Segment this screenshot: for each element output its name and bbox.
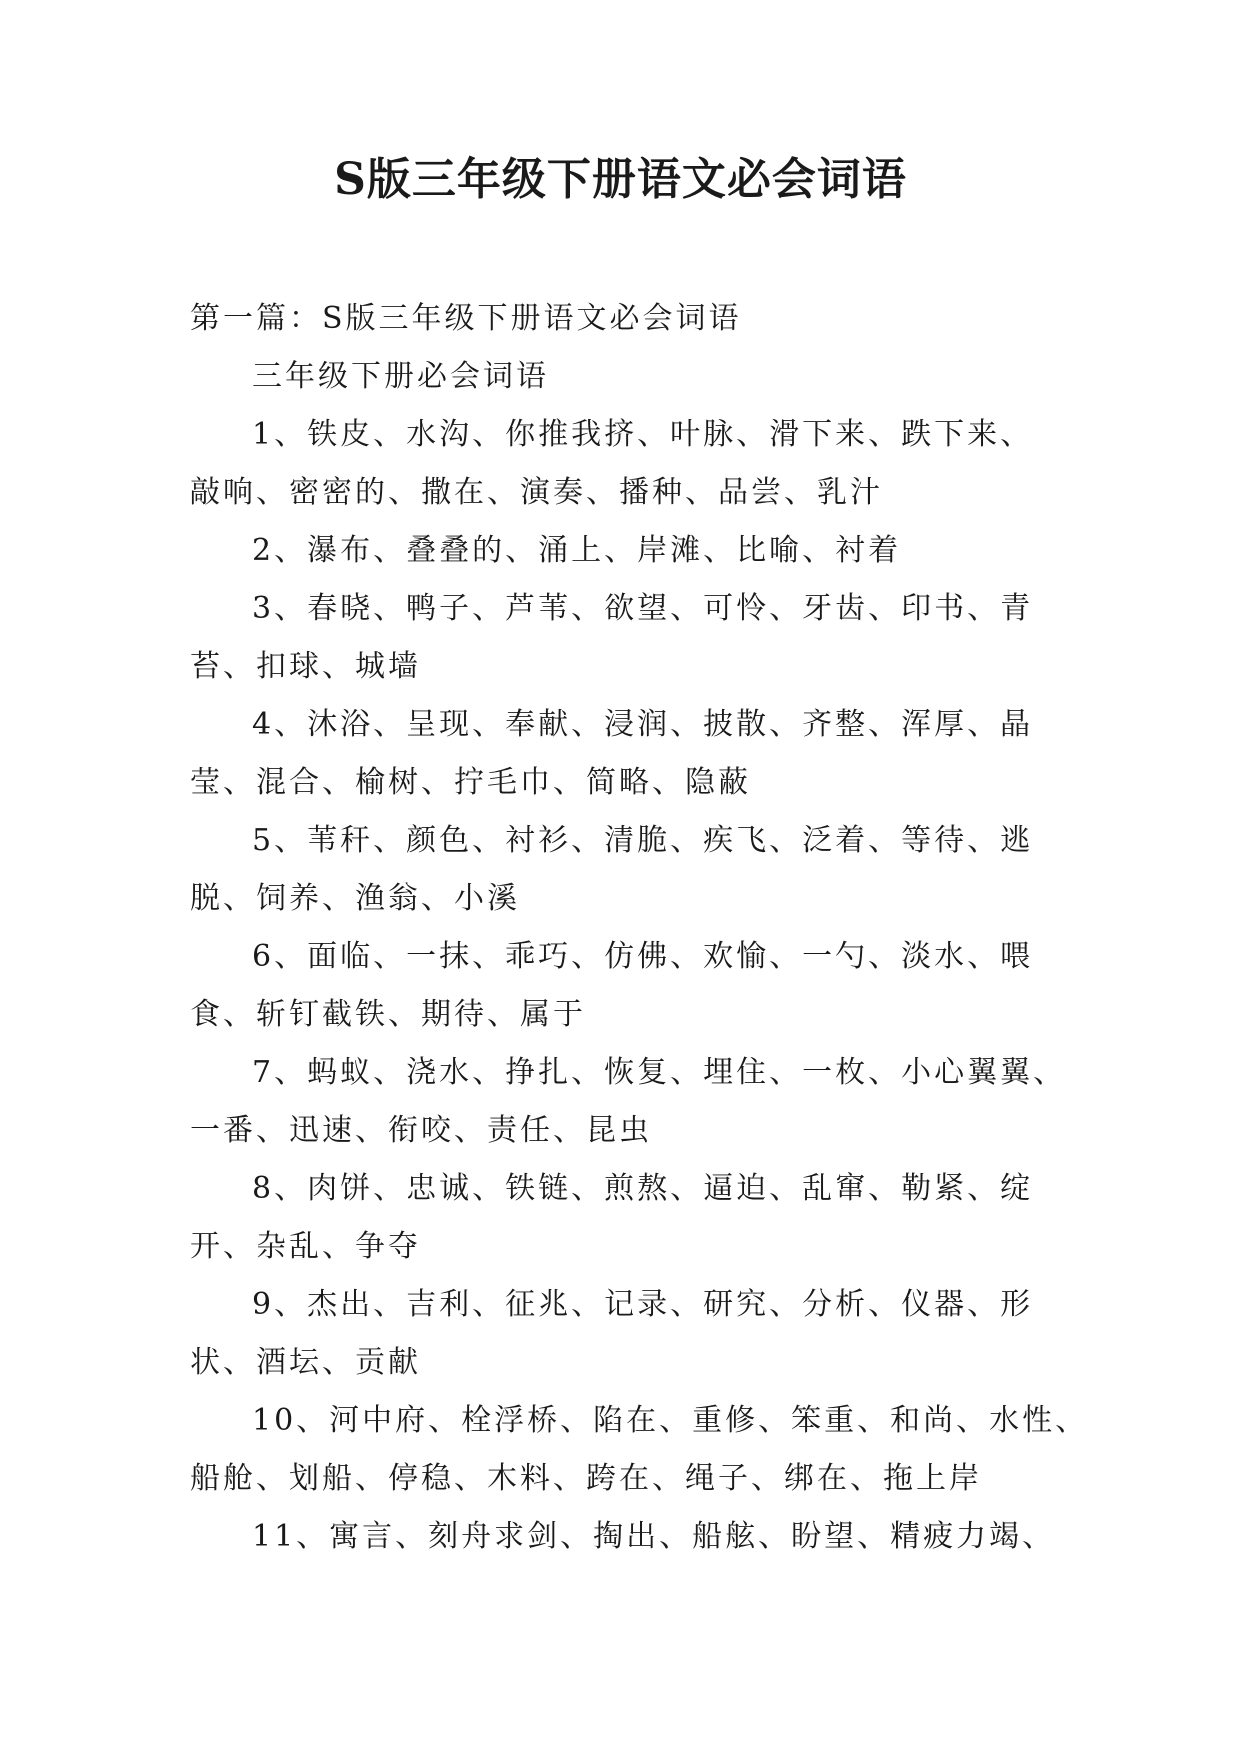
- text-line: 一番、迅速、衔咬、责任、昆虫: [190, 1113, 652, 1148]
- text-line: 6、面临、一抹、乖巧、仿佛、欢愉、一勺、淡水、喂: [252, 939, 1034, 974]
- text-line: 10、河中府、栓浮桥、陷在、重修、笨重、和尚、水性、: [252, 1403, 1089, 1438]
- text-line: 莹、混合、榆树、拧毛巾、简略、隐蔽: [190, 765, 751, 800]
- text-line: 5、苇秆、颜色、衬衫、清脆、疾飞、泛着、等待、逃: [252, 823, 1034, 858]
- text-line: 脱、饲养、渔翁、小溪: [190, 881, 520, 916]
- text-line: 第一篇：S版三年级下册语文必会词语: [190, 301, 742, 336]
- text-line: 开、杂乱、争夺: [190, 1229, 421, 1264]
- text-line: 三年级下册必会词语: [252, 359, 549, 394]
- document-title: S版三年级下册语文必会词语: [334, 154, 907, 205]
- text-line: 状、酒坛、贡献: [190, 1345, 421, 1380]
- document-body: [190, 290, 1089, 1566]
- text-line: 食、斩钉截铁、期待、属于: [190, 997, 586, 1032]
- text-line: 1、铁皮、水沟、你推我挤、叶脉、滑下来、跌下来、: [252, 417, 1034, 452]
- text-line: 9、杰出、吉利、征兆、记录、研究、分析、仪器、形: [252, 1287, 1034, 1322]
- text-line: 船舱、划船、停稳、木料、跨在、绳子、绑在、拖上岸: [190, 1461, 982, 1496]
- text-line: 3、春晓、鸭子、芦苇、欲望、可怜、牙齿、印书、青: [252, 591, 1034, 626]
- text-line: 苔、扣球、城墙: [190, 649, 421, 684]
- text-line: 7、蚂蚁、浇水、挣扎、恢复、埋住、一枚、小心翼翼、: [252, 1055, 1067, 1090]
- text-line: 11、寓言、刻舟求剑、掏出、船舷、盼望、精疲力竭、: [252, 1519, 1056, 1554]
- text-line: 敲响、密密的、撒在、演奏、播种、品尝、乳汁: [190, 475, 883, 510]
- text-line: 2、瀑布、叠叠的、涌上、岸滩、比喻、衬着: [252, 533, 902, 568]
- text-line: 4、沐浴、呈现、奉献、浸润、披散、齐整、浑厚、晶: [252, 707, 1034, 742]
- text-line: 8、肉饼、忠诚、铁链、煎熬、逼迫、乱窜、勒紧、绽: [252, 1171, 1034, 1206]
